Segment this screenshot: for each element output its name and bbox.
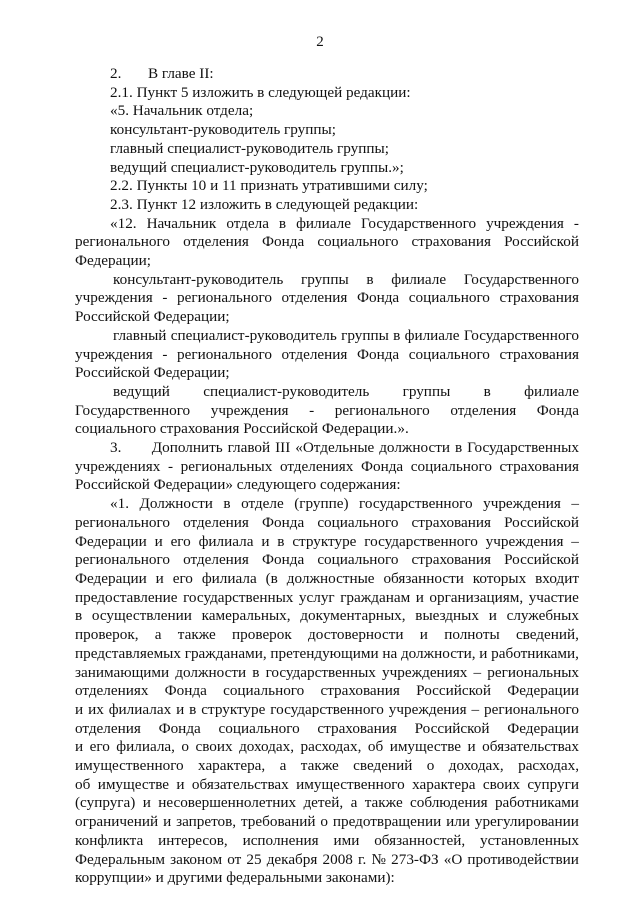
word: страхования [411, 233, 492, 251]
text-line [75, 607, 579, 626]
word: – [571, 532, 579, 550]
word: Федеральным [75, 850, 165, 868]
word: и [142, 794, 151, 812]
word: регионального [75, 551, 170, 569]
word: доходах, [239, 738, 295, 756]
word: и [154, 532, 163, 550]
word: Федерации [507, 719, 579, 737]
text-line [75, 701, 579, 720]
word: входит [535, 569, 579, 587]
word: главный [113, 326, 167, 344]
text-line [75, 327, 579, 346]
text-line: 2. В главе II: [110, 65, 214, 82]
text-line [75, 233, 579, 252]
word: расходах, [518, 757, 579, 775]
word: интересов, [158, 831, 228, 849]
word: характера, [198, 757, 266, 775]
text-line [75, 851, 579, 870]
word: законом [170, 850, 223, 868]
text-line [75, 570, 579, 589]
word: должности [379, 439, 451, 457]
word: г. [358, 850, 367, 868]
text-line: 2.1. Пункт 5 изложить в следующей редакции: [110, 83, 411, 101]
word: ограничений [75, 813, 159, 831]
word: гражданами, [184, 644, 267, 662]
word: учреждения [75, 345, 153, 363]
word: а [350, 794, 358, 812]
word: государственных [183, 588, 294, 606]
word: региональных [180, 457, 273, 475]
word: участие [528, 588, 579, 606]
word: урегулировании [474, 813, 579, 831]
word: государственных [265, 663, 376, 681]
word: в [75, 607, 83, 625]
word: отделения [183, 513, 249, 531]
text-line [75, 757, 579, 776]
word: его [89, 738, 110, 756]
word: филиала, [116, 738, 175, 756]
word: филиала [201, 569, 257, 587]
word: учреждения [486, 214, 564, 232]
word: и [75, 738, 84, 756]
word: Фонда [262, 233, 305, 251]
word: в [393, 326, 401, 344]
word: Фонда [356, 345, 400, 363]
word: отделения [183, 233, 249, 251]
word: доходах, [448, 757, 504, 775]
word: Федерации [75, 569, 147, 587]
word: специалист-руководитель [203, 382, 370, 400]
word: отделения [75, 719, 141, 737]
word: Фонда [356, 289, 400, 307]
word: филиале [391, 270, 447, 288]
word: и [488, 607, 497, 625]
word: в [366, 270, 374, 288]
word: Российской [504, 513, 579, 531]
word: структуре [292, 532, 357, 550]
word: должности, [400, 644, 476, 662]
word: занимающими [75, 663, 170, 681]
word: учреждения [388, 700, 467, 718]
word: учреждения [210, 401, 289, 419]
word: (супруга) [75, 794, 136, 812]
word: и [467, 738, 476, 756]
text-line [75, 589, 579, 608]
word: «1. [110, 495, 129, 513]
word: противодействии [467, 850, 579, 868]
word: документарных, [300, 607, 406, 625]
word: Государственного [360, 214, 477, 232]
word: об [75, 775, 91, 793]
word: на [382, 644, 398, 662]
word: обязательствах [482, 738, 579, 756]
word: консультант-руководитель [113, 270, 284, 288]
word: и [176, 775, 185, 793]
word: его [172, 569, 193, 587]
word: социального [218, 719, 300, 737]
word: страхования [499, 345, 579, 363]
word: Фонда [360, 457, 404, 475]
word: (в [265, 569, 278, 587]
word: работниками [494, 794, 579, 812]
word: расходах, [300, 738, 362, 756]
text-line [75, 664, 579, 683]
text-line: 2.2. Пункты 10 и 11 признать утратившими силу; [110, 177, 428, 195]
word: его [170, 532, 191, 550]
word: и [261, 532, 270, 550]
text-line [75, 383, 579, 402]
word: Государственных [467, 439, 579, 457]
word: камеральных, [201, 607, 291, 625]
word: региональных [487, 663, 579, 681]
text-line [75, 776, 579, 795]
text-line [75, 402, 579, 421]
text-line [75, 346, 579, 365]
word: Начальник [146, 214, 217, 232]
word: Фонда [262, 513, 305, 531]
word: Фонда [158, 719, 201, 737]
word: и [163, 813, 172, 831]
text-line [75, 533, 579, 552]
text-line [75, 794, 579, 813]
word: специалист-руководитель [170, 326, 337, 344]
word: или [446, 813, 470, 831]
word: отдела [226, 214, 269, 232]
word: несовершеннолетних [158, 794, 297, 812]
word: социального [317, 233, 399, 251]
word: Фонда [536, 401, 579, 419]
word: организациям, [429, 588, 524, 606]
word: проверок, [75, 626, 139, 644]
word: и [415, 588, 424, 606]
word: полноты [444, 626, 500, 644]
word: Должности [139, 495, 213, 513]
word: должности [175, 663, 247, 681]
text-line [75, 439, 579, 458]
word: социального [317, 513, 399, 531]
word: группы [402, 382, 451, 400]
text-line [75, 289, 579, 308]
text-line [75, 720, 579, 739]
word: обязательствах [191, 775, 289, 793]
word: должностные [286, 569, 375, 587]
word: отделе [241, 495, 284, 513]
word: - [167, 457, 174, 475]
word: Российской [504, 233, 579, 251]
word: отделения [281, 289, 348, 307]
text-line: коррупции» и другими федеральными законами): [75, 869, 395, 887]
word: в [483, 382, 491, 400]
word: и [75, 700, 84, 718]
word: выездных [415, 607, 479, 625]
word: страхования [499, 457, 579, 475]
word: Государственного [463, 270, 579, 288]
document-body [75, 65, 579, 888]
word: отделениях [279, 457, 354, 475]
word: своих [195, 738, 233, 756]
word: установленных [479, 831, 579, 849]
word: учреждения [75, 289, 153, 307]
text-line [75, 645, 579, 664]
word: страхования [317, 719, 397, 737]
word: регионального [484, 700, 579, 718]
text-line [75, 458, 579, 477]
word: социального [410, 457, 492, 475]
word: страхования [320, 682, 400, 700]
word: и [419, 626, 428, 644]
text-line [75, 551, 579, 570]
word: также [177, 626, 216, 644]
word: декабря [266, 850, 318, 868]
word: - [162, 345, 168, 363]
word: в [278, 214, 287, 232]
text-line: Российской Федерации» следующего содержания: [75, 476, 401, 494]
word: запретов, [176, 813, 237, 831]
word: характера [412, 775, 476, 793]
text-line: социального страхования Российской Федерации.». [75, 420, 409, 438]
word: - [162, 289, 168, 307]
word: Федерации [507, 682, 579, 700]
text-line [75, 682, 579, 701]
word: в [223, 495, 231, 513]
word: - [573, 214, 579, 232]
word: регионального [177, 345, 272, 363]
word: структуре [201, 700, 266, 718]
word: также [300, 757, 339, 775]
word: социального [408, 289, 490, 307]
word: представляемых [75, 644, 181, 662]
word: группы [341, 326, 389, 344]
word: проверок [232, 626, 292, 644]
text-line [75, 813, 579, 832]
word: страхования [411, 551, 492, 569]
word: а [154, 626, 162, 644]
word: «О [443, 850, 463, 868]
word: которых [472, 569, 527, 587]
word: 2008 [322, 850, 353, 868]
text-line: Федерации; [75, 252, 151, 270]
word: имуществе [97, 775, 170, 793]
word: а [279, 757, 287, 775]
word: детей, [303, 794, 344, 812]
word: филиале [404, 326, 460, 344]
word: филиале [524, 382, 579, 400]
word: 273-ФЗ [391, 850, 439, 868]
word: III [275, 439, 291, 457]
word: супруги [527, 775, 579, 793]
text-line [75, 738, 579, 757]
page-number: 2 [316, 34, 324, 50]
word: – [473, 663, 482, 681]
word: претендующими [270, 644, 379, 662]
word: служебных [506, 607, 579, 625]
word: также [364, 794, 403, 812]
word: их [88, 700, 104, 718]
word: обязанности [383, 569, 464, 587]
word: отделения [450, 401, 517, 419]
word: о [426, 757, 435, 775]
word: государственного [359, 495, 473, 513]
word: государственного [364, 532, 478, 550]
word: филиале [296, 214, 351, 232]
word: регионального [75, 513, 170, 531]
word: сведений [353, 757, 413, 775]
word: – [471, 700, 480, 718]
word: Российской [416, 682, 491, 700]
word: предотвращении [332, 813, 442, 831]
text-line [75, 626, 579, 645]
word: социального [223, 682, 305, 700]
word: учреждениях [382, 663, 468, 681]
word: имущественного [296, 775, 405, 793]
word: учреждениях [75, 457, 161, 475]
text-line: Российской Федерации; [75, 364, 230, 382]
word: 3. Дополнить [110, 439, 223, 457]
word: учреждения [483, 495, 561, 513]
text-line: консультант-руководитель группы; [110, 121, 336, 139]
text-line [75, 832, 579, 851]
word: ведущий [113, 382, 170, 400]
word: в [454, 439, 463, 457]
word: в [252, 663, 260, 681]
word: своих [482, 775, 520, 793]
word: о [320, 813, 329, 831]
word: № [371, 850, 386, 868]
word: Государственного [75, 401, 191, 419]
word: группы [300, 270, 349, 288]
text-line [75, 271, 579, 290]
word: о [181, 738, 189, 756]
word: социального [317, 551, 399, 569]
word: Фонда [262, 551, 305, 569]
word: отделениях [75, 682, 149, 700]
word: 25 [246, 850, 262, 868]
word: соблюдения [410, 794, 488, 812]
word: регионального [75, 233, 170, 251]
word: достоверности [308, 626, 404, 644]
word: страхования [411, 513, 492, 531]
word: филиала [198, 532, 254, 550]
text-line [75, 215, 579, 234]
word: (группе) [294, 495, 349, 513]
word: Федерации [75, 532, 147, 550]
word: Государственного [463, 326, 579, 344]
word: исполнения [242, 831, 319, 849]
word: сведений, [515, 626, 579, 644]
word: об [367, 738, 384, 756]
word: Российской [504, 551, 579, 569]
word: работниками, [491, 644, 579, 662]
word: филиалах [108, 700, 172, 718]
word: регионального [334, 401, 430, 419]
word: от [227, 850, 242, 868]
word: имущественного [75, 757, 184, 775]
text-line: главный специалист-руководитель группы; [110, 139, 389, 157]
text-line: «5. Начальник отдела; [110, 102, 254, 120]
word: отделения [183, 551, 249, 569]
text-line: Российской Федерации; [75, 308, 230, 326]
word: учреждения [485, 532, 564, 550]
word: Российской [414, 719, 490, 737]
word: имуществе [389, 738, 462, 756]
word: «12. [110, 214, 137, 232]
text-line: ведущий специалист-руководитель группы.»; [110, 158, 404, 176]
word: предоставление [75, 588, 178, 606]
text-line [75, 495, 579, 514]
word: конфликта [75, 831, 144, 849]
word: – [571, 495, 579, 513]
word: главой [227, 439, 271, 457]
word: государственного [270, 700, 384, 718]
word: регионального [177, 289, 272, 307]
word: гражданам [340, 588, 411, 606]
text-line [75, 514, 579, 533]
word: Фонда [164, 682, 207, 700]
word: обязанностей, [374, 831, 466, 849]
text-line: 2.3. Пункт 12 изложить в следующей редакции: [110, 195, 419, 213]
word: социального [408, 345, 490, 363]
word: ими [333, 831, 360, 849]
word: и [155, 569, 164, 587]
word: и [479, 644, 488, 662]
word: и [176, 700, 185, 718]
word: в [189, 700, 197, 718]
word: отделения [281, 345, 348, 363]
word: в [277, 532, 285, 550]
word: - [309, 401, 315, 419]
word: страхования [499, 289, 579, 307]
word: «Отдельные [295, 439, 375, 457]
word: требований [240, 813, 316, 831]
word: осуществлении [91, 607, 192, 625]
word: услуг [298, 588, 335, 606]
